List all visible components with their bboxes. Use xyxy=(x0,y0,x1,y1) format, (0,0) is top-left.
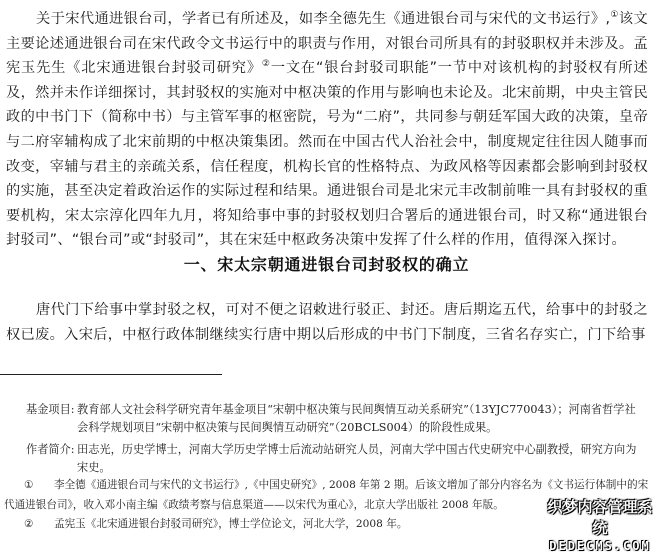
paragraph1-text-a: 关于宋代通进银台司，学者已有所述及，如李全德先生《通进银台司与宋代的文书运行》, xyxy=(36,11,611,27)
author-info xyxy=(26,441,646,476)
footnote-ref-1[interactable]: ① xyxy=(610,10,619,20)
footnote-number: ① xyxy=(24,479,34,491)
fund-info xyxy=(26,401,646,436)
author-text: 田志光，历史学博士，河南大学历史学博士后流动站研究人员，河南大学中国古代史研究中心副教授，研究方向为宋史。 xyxy=(77,443,637,474)
paragraph1-text-b: 该文主要论述通进银台司在宋代政令文书运行中的职责与作用，对银台司所具有的封驳职权并未涉及。孟宪玉先生《北宋通进银台封驳司研究》 xyxy=(6,11,648,77)
footnote-text: 孟宪玉《北宋通进银台封驳司研究》，博士学位论文，河北大学，2008 年。 xyxy=(54,518,408,530)
footnote-number: ② xyxy=(24,518,34,530)
fund-text: 教育部人文社会科学研究青年基金项目“宋朝中枢决策与民间舆情互动关系研究”（13YJC770043）；河南省哲学社会科学规划项目“宋朝中枢决策与民间舆情互动研究”（20BCLS004）的阶段性成果。 xyxy=(77,403,636,434)
watermark-line1: 织梦内容管理系统 xyxy=(547,498,653,537)
footnote-ref-2[interactable]: ② xyxy=(261,59,271,70)
footnote-divider xyxy=(0,374,222,375)
watermark-line2: DEDECMS.COM xyxy=(549,539,651,553)
fund-label: 基金项目: xyxy=(26,403,75,416)
paragraph2-text: 唐代门下给事中掌封驳之权，可对不便之诏敕进行驳正、封还。唐后期迄五代，给事中的封驳之权已废。入宋后，中枢行政体制继续实行唐中期以后形成的中书门下制度，三省名存实亡，门下给事 xyxy=(6,302,648,343)
intro-paragraph xyxy=(6,7,648,253)
section-heading: 一、宋太宗朝通进银台司封驳权的确立 xyxy=(183,255,470,274)
footnote-2 xyxy=(4,515,649,535)
footnote-1 xyxy=(4,476,649,515)
author-label: 作者简介: xyxy=(26,443,75,456)
paragraph1-text-c: 一文在“银台封驳司职能”一节中对该机构的封驳权有所述及，然并未作详细探讨，其封驳权的实施对中枢决策的作用与影响也未论及。北宋前期，中央主管民政的中书门下（简称中书）与主管军事的枢密院，号为“二府”，共同参与朝廷军国大政的决策，皇帝与二府宰辅构成了北宋前期的中枢决策集团。然而在中国古代人治社会中，制度规定往往因人随事而改变，宰辅与君主的亲疏关系，信任程度，机构长官的性格特点、为政风格等因素都会影响到封驳权的实施，甚至决定着政治运作的实际过程和结果。通进银台司是北宋元丰改制前唯一具有封驳权的重要机构，宋太宗淳化四年九月，将知给事中事的封驳权划归合署后的通进银台司，时又称“通进银台封驳司”、“银台司”或“封驳司”，其在宋廷中枢政务决策中发挥了什么样的作用，值得深入探讨。 xyxy=(6,60,648,249)
footnote-text: 李全德《通进银台司与宋代的文书运行》,《中国史研究》, 2008 年第 2 期。后该文增加了部分内容名为《文书运行体制中的宋代通进银台司》，收入邓小南主编《政绩考察与信息渠道——以宋代为重心》，北京大学出版社 2008 年版。 xyxy=(4,479,649,511)
section-paragraph xyxy=(6,298,648,347)
